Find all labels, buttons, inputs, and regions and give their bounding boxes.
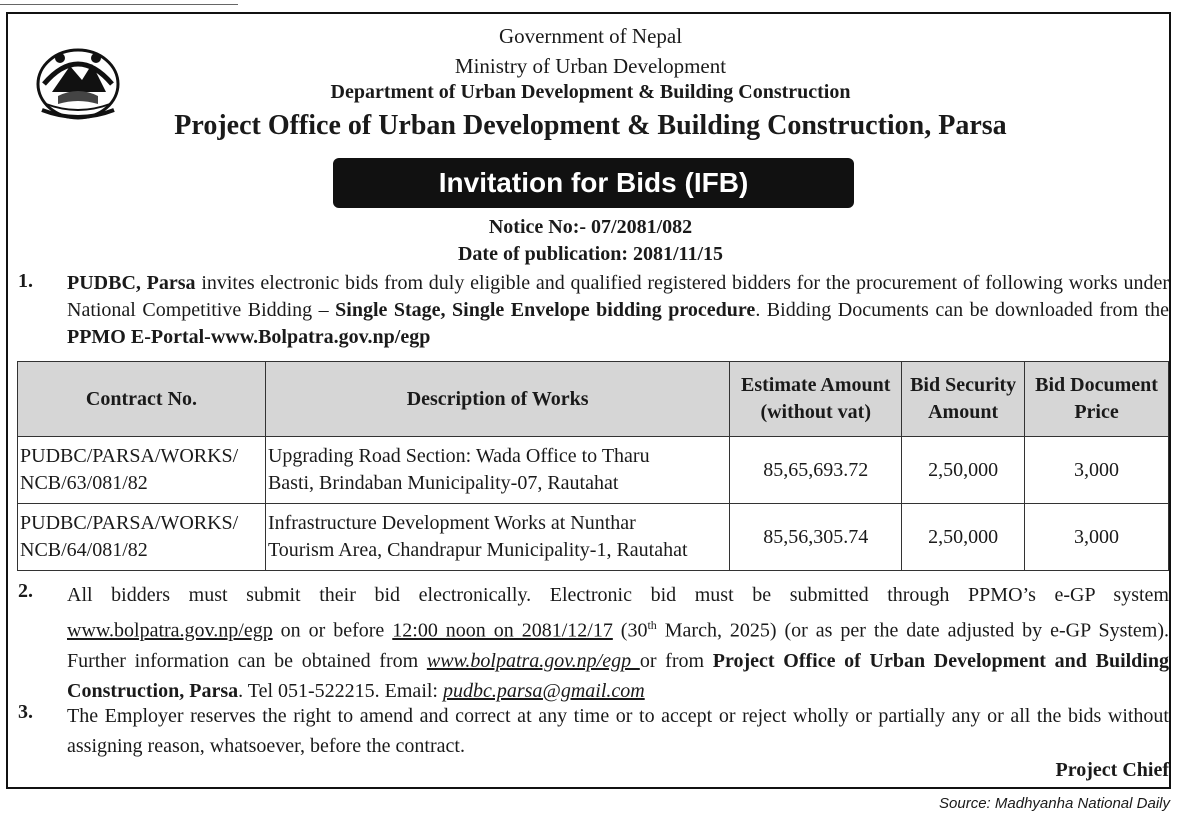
contract-line1: PUDBC/PARSA/WORKS/ [20, 512, 239, 534]
table-row [18, 437, 1169, 504]
contract-no-cell [18, 504, 266, 571]
security-cell: 2,50,000 [902, 437, 1025, 504]
section-2-text [67, 580, 1169, 706]
section-1-part: invites electronic bids from duly eligible and qualified registered bidders for the procurement of following works under National Competitive Bidding – [67, 272, 1169, 321]
section-1-bidder: PUDBC, Parsa [67, 272, 196, 294]
security-cell: 2,50,000 [902, 504, 1025, 571]
estimate-cell: 85,56,305.74 [730, 504, 902, 571]
section-1-number: 1. [18, 270, 33, 292]
contract-line1: PUDBC/PARSA/WORKS/ [20, 445, 239, 467]
section-2-part: or from [639, 649, 713, 672]
col-estimate [730, 362, 902, 437]
section-2-part: on or before [272, 619, 393, 642]
section-1-procedure: Single Stage, Single Envelope bidding procedure [335, 299, 756, 321]
col-price-line2: Price [1074, 401, 1119, 423]
price-cell: 3,000 [1025, 437, 1169, 504]
section-3-text: The Employer reserves the right to amend and correct at any time or to accept or reject wholly or partially any or all the bids without assigning reason, whatsoever, before the contract. [67, 705, 1169, 757]
project-office-name: Project Office of Urban Development and Building Construction, Parsa [67, 649, 1169, 702]
contracts-table [17, 361, 1169, 571]
col-description: Description of Works [265, 362, 729, 437]
description-line2: Basti, Brindaban Municipality-07, Rautahat [267, 472, 619, 494]
signature-title: Project Chief [1055, 759, 1169, 781]
contract-no-cell [18, 437, 266, 504]
description-cell [265, 504, 729, 571]
egp-link[interactable]: www.bolpatra.gov.np/egp [67, 619, 273, 642]
description-line1: Infrastructure Development Works at Nunthar [267, 512, 636, 534]
section-3-number: 3. [18, 701, 33, 723]
header-government: Government of Nepal [498, 24, 683, 48]
section-1-portal: PPMO E-Portal-www.Bolpatra.gov.np/egp [67, 326, 431, 348]
col-estimate-line2: (without vat) [760, 401, 871, 423]
description-line1: Upgrading Road Section: Wada Office to Tharu [267, 445, 650, 467]
publication-date: Date of publication: 2081/11/15 [457, 243, 723, 265]
col-contract-no: Contract No. [18, 362, 266, 437]
col-security-line2: Amount [928, 401, 999, 423]
notice-number: Notice No:- 07/2081/082 [488, 216, 693, 238]
egp-link-2[interactable]: www.bolpatra.gov.np/egp [426, 649, 640, 672]
email-link[interactable]: pudbc.parsa@gmail.com [442, 679, 645, 702]
bid-deadline: 12:00 noon on 2081/12/17 [392, 619, 613, 642]
col-price-line1: Bid Document [1035, 374, 1158, 396]
top-rule [0, 0, 238, 5]
section-2-part: March, 2025) (or as per the date adjusted by e-GP System). Further information can be obtained from [67, 619, 1170, 672]
section-2-part: (30 [612, 619, 648, 642]
contract-line2: NCB/63/081/82 [20, 472, 148, 494]
contract-line2: NCB/64/081/82 [20, 539, 148, 561]
table-row [18, 504, 1169, 571]
estimate-cell: 85,65,693.72 [730, 437, 902, 504]
header-department: Department of Urban Development & Building Construction [330, 81, 851, 103]
price-cell: 3,000 [1025, 504, 1169, 571]
source-credit: Source: Madhyanha National Daily [939, 795, 1170, 812]
section-2-number: 2. [18, 580, 33, 602]
ifb-banner: Invitation for Bids (IFB) [333, 158, 854, 208]
col-bid-security [902, 362, 1025, 437]
header-project-office: Project Office of Urban Development & Building Construction, Parsa [174, 110, 1007, 141]
col-security-line1: Bid Security [910, 374, 1017, 396]
description-line2: Tourism Area, Chandrapur Municipality-1, Rautahat [267, 539, 688, 561]
table-header-row [18, 362, 1169, 437]
col-bid-doc-price [1025, 362, 1169, 437]
section-2-part: . Tel 051-522215. Email: [238, 679, 443, 702]
section-2-part: All bidders must submit their bid electronically. Electronic bid must be submitted through PPMO’s e-GP system [67, 584, 1169, 606]
description-cell [265, 437, 729, 504]
col-estimate-line1: Estimate Amount [741, 374, 891, 396]
section-1-part: . Bidding Documents can be downloaded from the [755, 299, 1169, 321]
ordinal-suffix: th [647, 618, 657, 632]
section-1-text [67, 270, 1169, 351]
header-ministry: Ministry of Urban Development [454, 54, 727, 78]
